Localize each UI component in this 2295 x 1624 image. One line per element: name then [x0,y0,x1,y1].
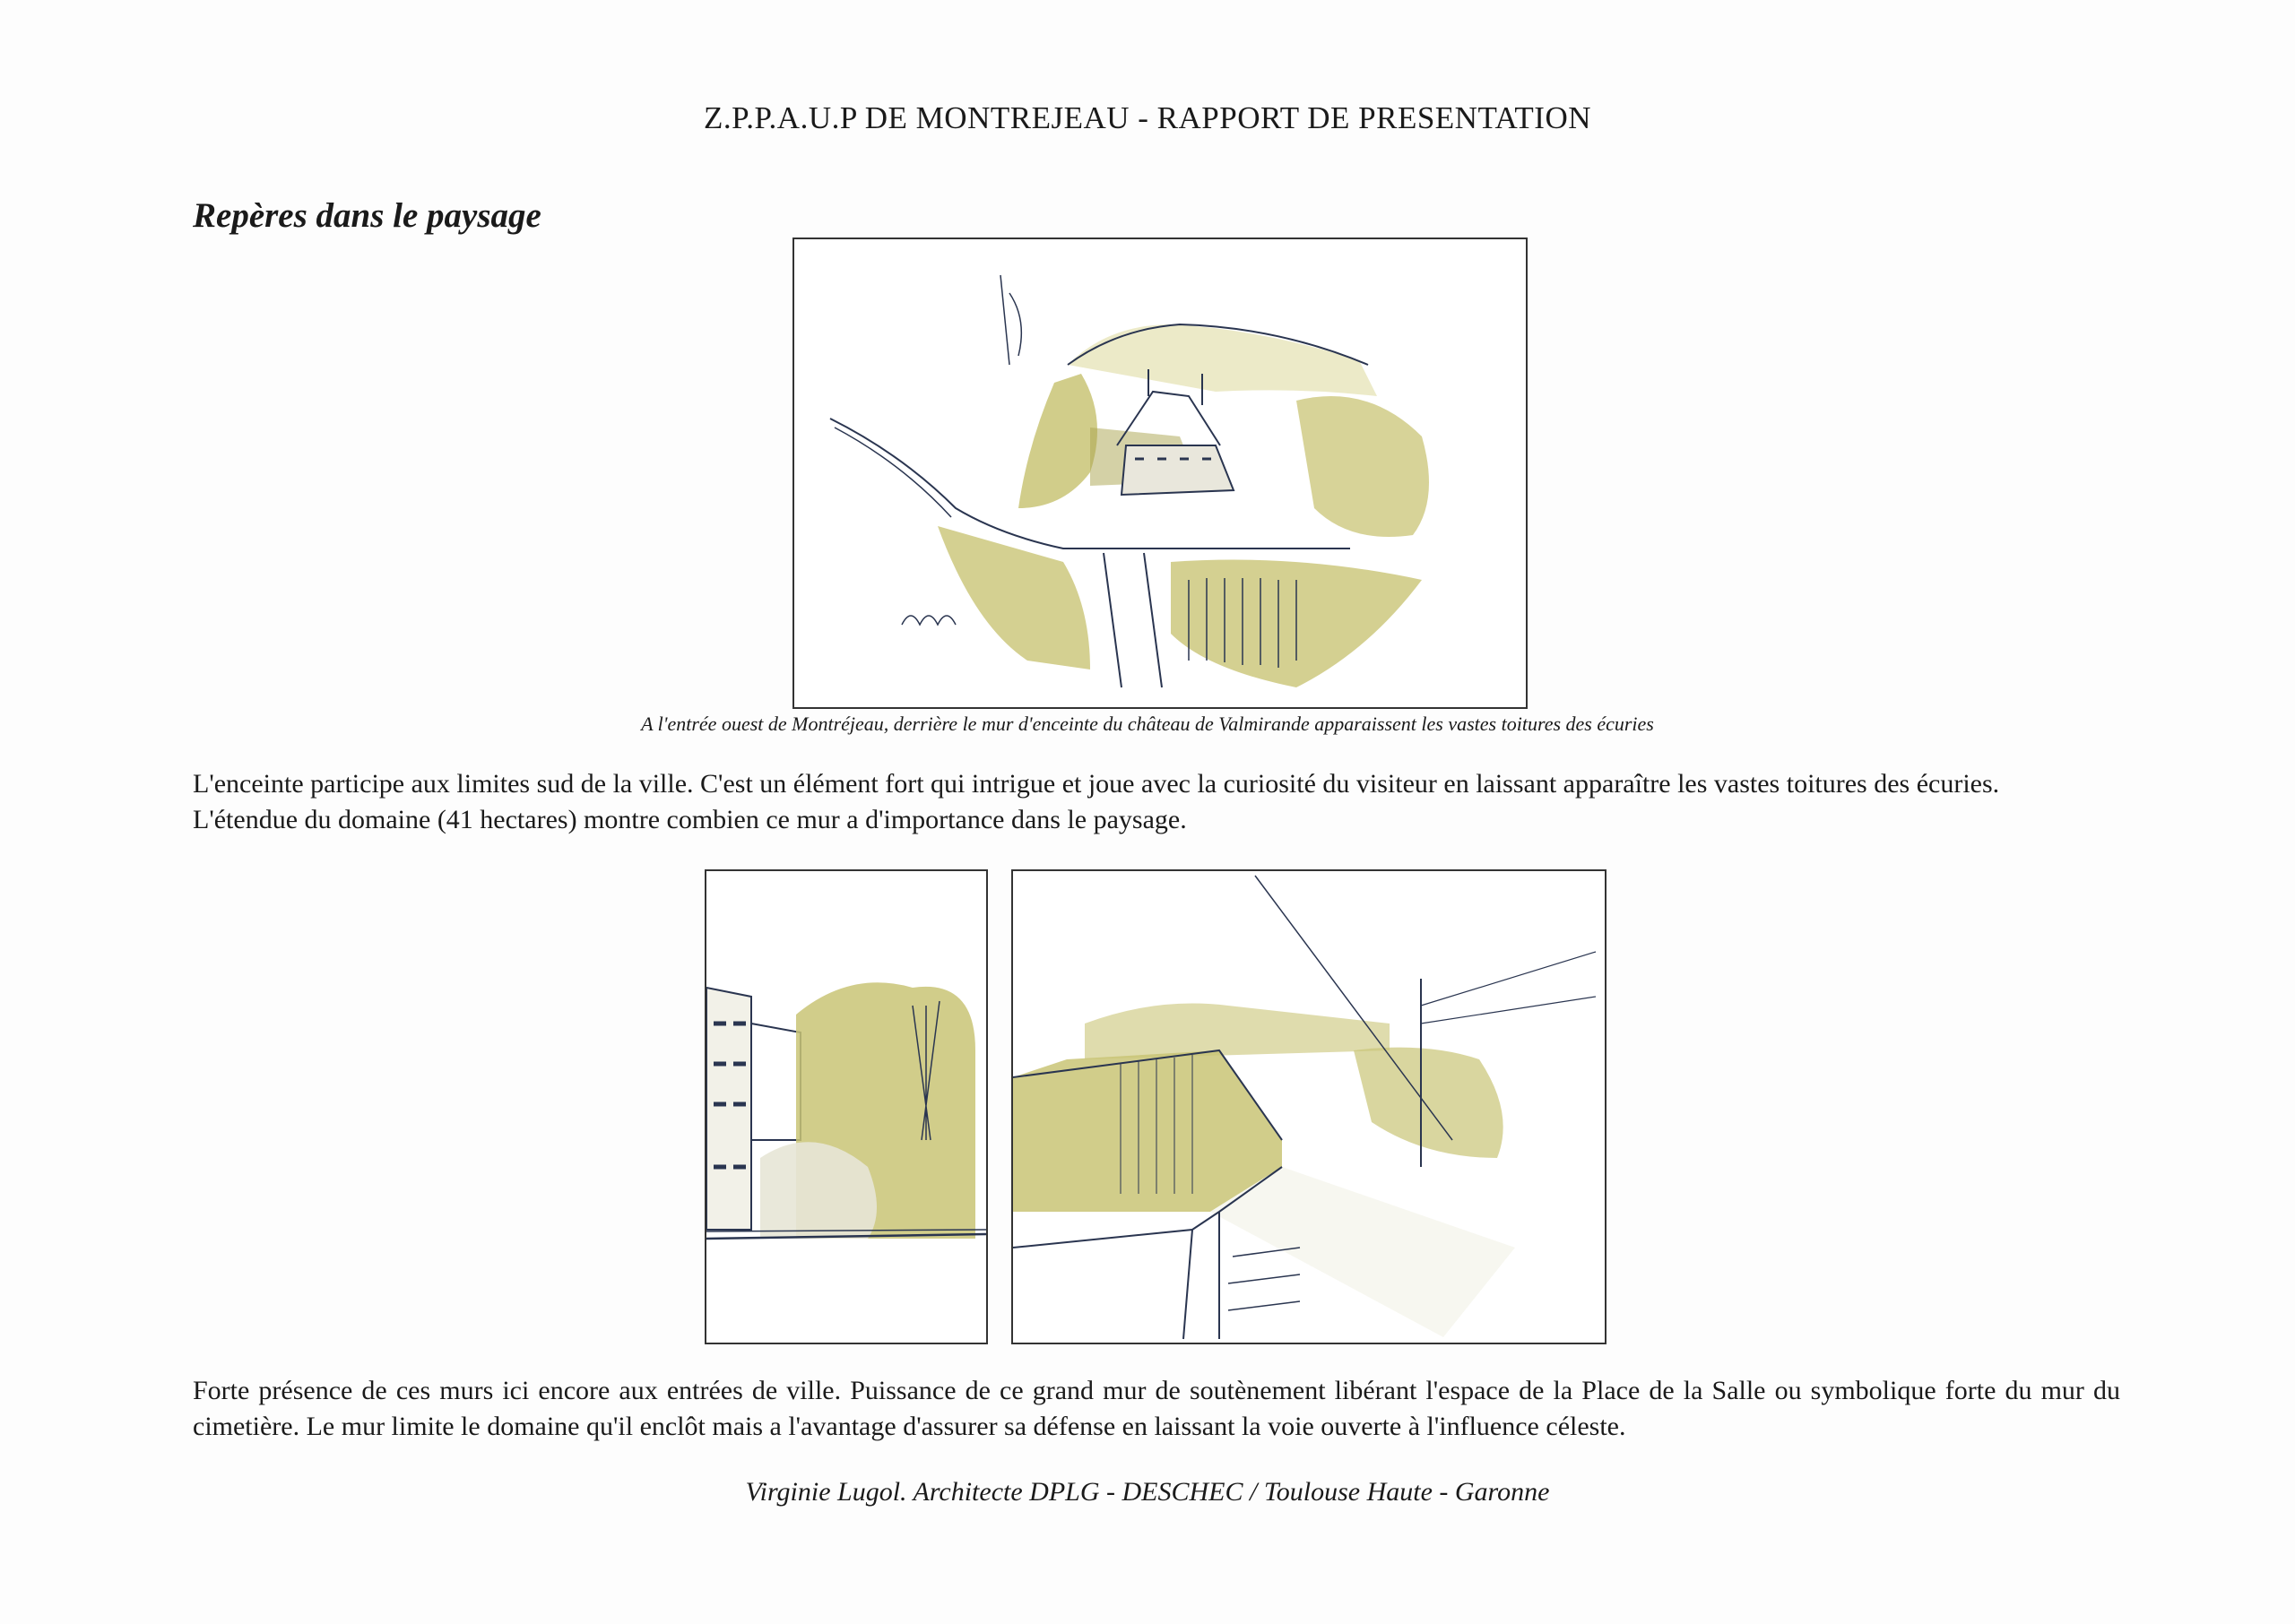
page-header: Z.P.P.A.U.P DE MONTREJEAU - RAPPORT DE PRESENTATION [704,100,1591,135]
paragraph-1-line-1: L'enceinte participe aux limites sud de la ville. C'est un élément fort qui intrigue et joue avec la curiosité du visiteur en laissant apparaître les vastes toitures des écuries. [193,769,2000,799]
sketch-chateau-drawing [794,239,1526,707]
section-title: Repères dans le paysage [193,196,541,235]
sketch-street-buildings [705,869,988,1344]
sketch-road-retaining-wall [1011,869,1606,1344]
paragraph-1 [193,766,2120,838]
paragraph-1-line-2: L'étendue du domaine (41 hectares) montre combien ce mur a d'importance dans le paysage. [193,805,1187,834]
paragraph-2: Forte présence de ces murs ici encore aux entrées de ville. Puissance de ce grand mur de soutènement libérant l'espace de la Place de la Salle ou symbolique forte du mur du cimetière. Le mur limite le domaine qu'il enclôt mais a l'avantage d'assurer sa défense en laissant la voie ouverte à l'influence céleste. [193,1376,2120,1441]
figure-1-caption: A l'entrée ouest de Montréjeau, derrière le mur d'enceinte du château de Valmirande apparaissent les vastes toitures des écuries [641,713,1654,735]
sketch-road-drawing [1013,871,1605,1343]
sketch-street-drawing [706,871,986,1343]
footer-credit: Virginie Lugol. Architecte DPLG - DESCHEC / Toulouse Haute - Garonne [745,1477,1550,1507]
sketch-chateau-valmirande [792,238,1528,709]
